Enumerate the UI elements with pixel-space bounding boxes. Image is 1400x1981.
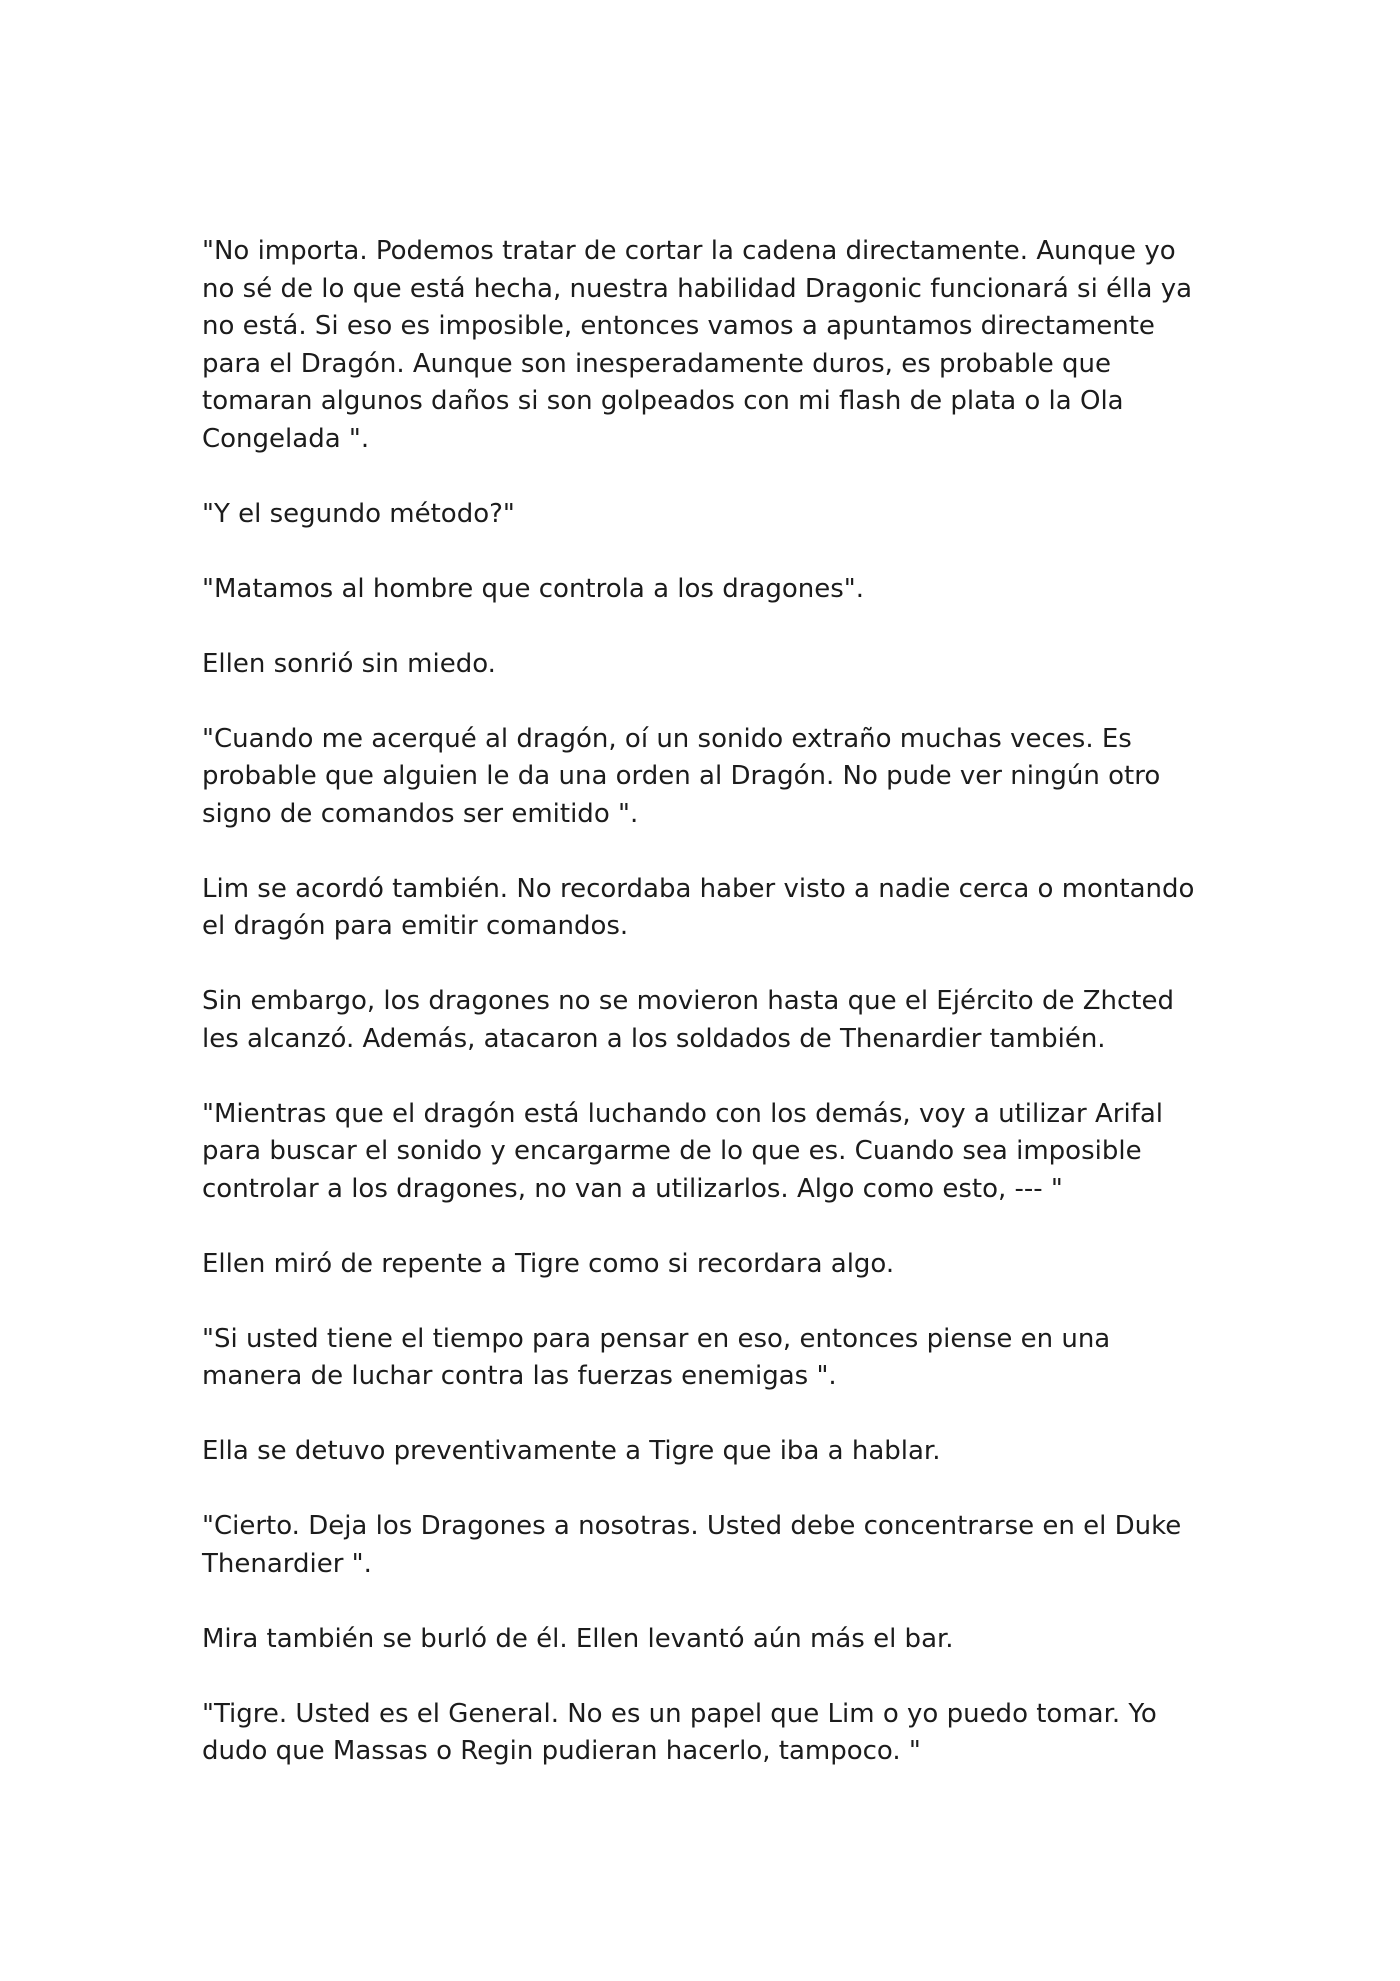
paragraph: Lim se acordó también. No recordaba haber visto a nadie cerca o montando el dragón para emitir comandos. — [202, 873, 1195, 941]
paragraph: "Y el segundo método?" — [202, 498, 515, 529]
paragraph: Sin embargo, los dragones no se movieron hasta que el Ejército de Zhcted les alcanzó. Además, atacaron a los soldados de Thenardier también. — [202, 986, 1175, 1054]
document-body — [202, 233, 1212, 1771]
paragraph: "Matamos al hombre que controla a los dragones". — [202, 573, 864, 604]
paragraph: Ellen miró de repente a Tigre como si recordara algo. — [202, 1248, 895, 1279]
paragraph: "No importa. Podemos tratar de cortar la cadena directamente. Aunque yo no sé de lo que está hecha, nuestra habilidad Dragonic funcionará si élla ya no está. Si eso es imposible, entonces vamos a apuntamos directamente para el Dragón. Aunque son inesperadamente duros, es probable que tomaran algunos daños si son golpeados con mi flash de plata o la Ola Congelada ". — [202, 236, 1193, 454]
paragraph: "Cierto. Deja los Dragones a nosotras. Usted debe concentrarse en el Duke Thenardier ". — [202, 1511, 1182, 1579]
paragraph: "Cuando me acerqué al dragón, oí un sonido extraño muchas veces. Es probable que alguien le da una orden al Dragón. No pude ver ningún otro signo de comandos ser emitido ". — [202, 723, 1161, 829]
paragraph: "Tigre. Usted es el General. No es un papel que Lim o yo puedo tomar. Yo dudo que Massas o Regin pudieran hacerlo, tampoco. " — [202, 1698, 1157, 1766]
paragraph: Ellen sonrió sin miedo. — [202, 648, 496, 679]
paragraph: Mira también se burló de él. Ellen levantó aún más el bar. — [202, 1623, 954, 1654]
paragraph: "Mientras que el dragón está luchando con los demás, voy a utilizar Arifal para buscar el sonido y encargarme de lo que es. Cuando sea imposible controlar a los dragones, no van a utilizarlos. Algo como esto, --- " — [202, 1098, 1163, 1204]
paragraph: Ella se detuvo preventivamente a Tigre que iba a hablar. — [202, 1436, 941, 1466]
paragraph: "Si usted tiene el tiempo para pensar en eso, entonces piense en una manera de luchar contra las fuerzas enemigas ". — [202, 1323, 1111, 1391]
